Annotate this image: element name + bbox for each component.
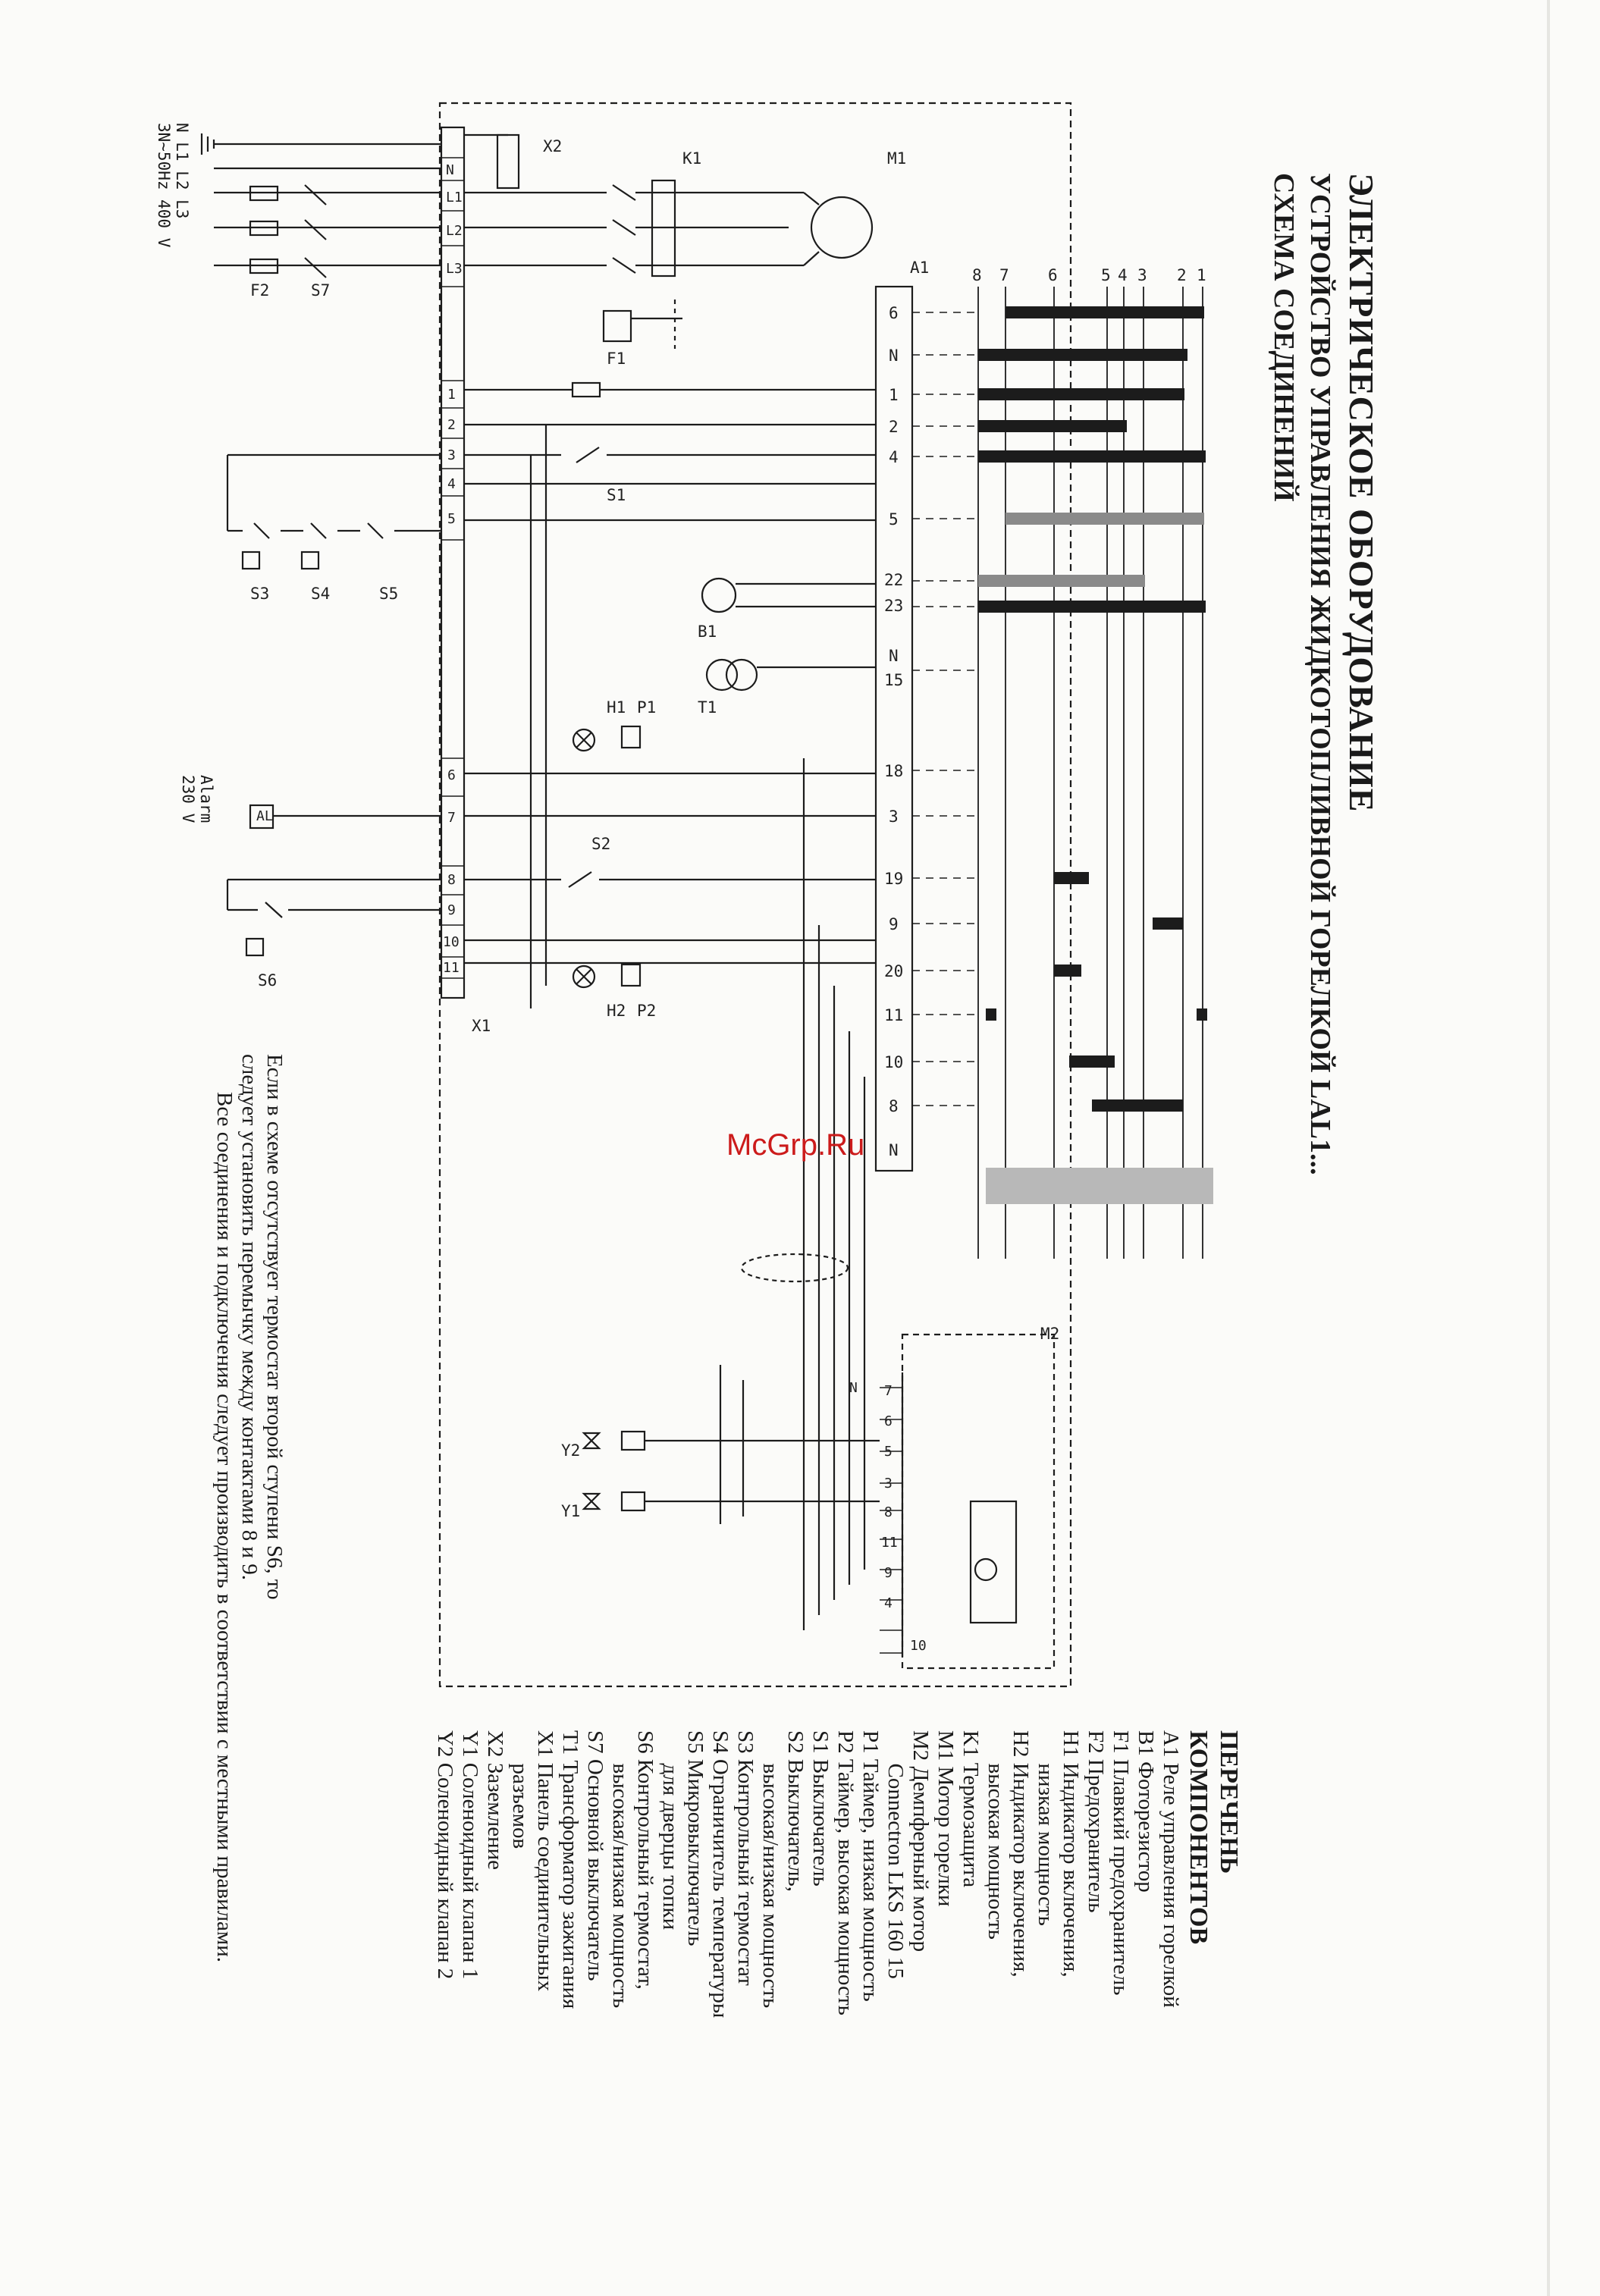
legend-item: F2 Предохранитель (1084, 1730, 1108, 1913)
label-s6: S6 (258, 971, 278, 990)
relay-terminal: 1 (889, 386, 899, 404)
s7-switch-l1 (305, 185, 326, 205)
label-f1: F1 (607, 350, 626, 368)
x1-terminal: 6 (447, 767, 456, 783)
timing-bar-5 (1005, 513, 1204, 525)
label-y1: Y1 (561, 1502, 581, 1520)
x1-terminal: 3 (447, 447, 456, 463)
label-s7: S7 (311, 281, 331, 300)
legend-item: F1 Плавкий предохранитель (1109, 1730, 1133, 1996)
alarm-symbol-label: AL (256, 808, 273, 824)
relay-terminal: 15 (884, 671, 904, 689)
x1-terminal: L3 (446, 261, 463, 277)
p2-timer (622, 965, 640, 986)
s7-switch-l2 (305, 220, 326, 240)
y1-solenoid-coil (622, 1492, 645, 1510)
legend-item: T1 Трансформатор зажигания (558, 1730, 582, 2009)
relay-terminal: 23 (884, 597, 904, 615)
legend-item: M2 Демпферный мотор (908, 1730, 933, 1953)
label-y2: Y2 (561, 1441, 581, 1460)
legend-item: M1 Мотор горелки (933, 1730, 958, 1907)
legend-item: P2 Таймер, высокая мощность (833, 1730, 858, 2015)
t1-transformer-coil1 (707, 660, 737, 690)
timing-bar-10 (1069, 1055, 1115, 1068)
label-s4: S4 (311, 585, 331, 603)
title-line3: СХЕМА СОЕДИНЕНИЙ (1268, 173, 1300, 502)
legend-item: K1 Термозащита (958, 1730, 983, 1888)
legend-item: для дверцы топки (658, 1730, 682, 1931)
s4-bulb (302, 552, 318, 569)
legend-item: S7 Основной выключатель (583, 1730, 607, 1981)
timing-bar-22 (978, 575, 1145, 587)
timing-bar-n (978, 349, 1187, 361)
timing-hatch-region (986, 1168, 1213, 1204)
title-line2: УСТРОЙСТВО УПРАВЛЕНИЯ ЖИДКОТОПЛИВНОЙ ГОРЕЛКОЙ LAL1... (1304, 173, 1336, 1175)
relay-terminal: 6 (889, 304, 899, 322)
m2-terminal: 9 (884, 1565, 893, 1581)
legend-item: H1 Индикатор включения, (1059, 1730, 1083, 1978)
timing-bar-23 (978, 601, 1206, 613)
m2-terminal: 4 (884, 1595, 893, 1611)
legend-item: высокая/низкая мощность (758, 1730, 783, 2009)
timing-bar-9 (1153, 917, 1183, 930)
m2-terminal: 11 (881, 1535, 898, 1551)
legend-item: X1 Панель соединительных (533, 1730, 557, 1992)
legend-item: разъемов (508, 1730, 532, 1849)
m2-terminal: N (849, 1380, 858, 1396)
label-s2: S2 (591, 835, 611, 853)
title-block (1267, 173, 1382, 1175)
b1-photoresistor (702, 579, 736, 612)
m2-terminal: 6 (884, 1413, 893, 1429)
s7-switch-l3 (305, 258, 326, 278)
m2-terminal: 5 (884, 1444, 893, 1460)
legend-item: S1 Выключатель (808, 1730, 833, 1887)
label-s3: S3 (250, 585, 270, 603)
x1-terminal: 4 (447, 476, 456, 492)
relay-terminal: N (889, 647, 899, 665)
y2-valve-symbol (584, 1433, 599, 1448)
relay-terminal: 20 (884, 962, 904, 980)
legend-item: высокая/низкая мощность (608, 1730, 632, 2009)
timing-bar-2 (978, 420, 1127, 432)
relay-terminal: 11 (884, 1006, 904, 1024)
timing-bar-11b (1197, 1008, 1207, 1021)
x1-terminal: 2 (447, 417, 456, 433)
relay-terminal: 9 (889, 915, 899, 933)
label-m2: M2 (1040, 1325, 1060, 1343)
note-line3: Все соединения и подключения следует производить в соответствии с местными правилами. (212, 1092, 237, 1963)
cable-break (742, 1254, 848, 1281)
y2-solenoid-coil (622, 1432, 645, 1450)
label-f2: F2 (250, 281, 270, 300)
timing-label-7: 7 (999, 266, 1009, 284)
legend-item: Connectron LKS 160 15 (883, 1730, 908, 1979)
timing-bar-4 (978, 450, 1206, 463)
s4-contact (311, 523, 326, 538)
notes-block (212, 1054, 287, 1962)
timing-label-5: 5 (1101, 266, 1111, 284)
label-b1: B1 (698, 623, 717, 641)
legend-item: S5 Микровыключатель (683, 1730, 707, 1946)
k1-coil (604, 311, 631, 341)
x1-terminal: 7 (447, 810, 456, 826)
timing-bar-1 (978, 388, 1184, 400)
legend-item: X2 Заземление (483, 1730, 507, 1871)
legend-item: Y2 Соленоидный клапан 2 (433, 1730, 457, 1980)
supply-label: 3N∼50Hz 400 V (155, 123, 173, 248)
relay-terminal: 8 (889, 1097, 899, 1115)
legend-title2: КОМПОНЕНТОВ (1184, 1730, 1213, 1945)
legend-item: S3 Контрольный термостат (733, 1730, 758, 1986)
label-p1: P1 (637, 698, 657, 717)
legend-item: H2 Индикатор включения, (1009, 1730, 1033, 1978)
note-line2: следует установить перемычку между контактами 8 и 9. (237, 1054, 262, 1581)
m2-damper-motor (975, 1559, 996, 1580)
alarm-voltage: 230 V (179, 775, 197, 823)
timing-label-6: 6 (1048, 266, 1058, 284)
legend-items (432, 1730, 1183, 2018)
timing-bar-20 (1054, 965, 1081, 977)
x1-terminal: N (446, 162, 454, 178)
s6-bulb (246, 939, 263, 955)
label-s5: S5 (379, 585, 399, 603)
s5-contact (368, 523, 383, 538)
timing-label-2: 2 (1177, 266, 1187, 284)
label-k1: K1 (682, 149, 702, 168)
x1-terminal: 11 (443, 960, 460, 976)
alarm-label: Alarm (197, 775, 215, 823)
x2-earth-bar (497, 135, 519, 188)
relay-terminal: 19 (884, 870, 904, 888)
timing-bar-8 (1092, 1099, 1183, 1112)
legend-item: Y1 Соленоидный клапан 1 (458, 1730, 482, 1980)
x1-terminal: 1 (447, 387, 456, 403)
relay-terminal: 22 (884, 571, 904, 589)
m2-terminal: 8 (884, 1504, 893, 1520)
relay-terminal: 4 (889, 448, 899, 466)
legend-item: низкая мощность (1034, 1730, 1058, 1926)
s6-contact (265, 902, 282, 917)
label-h1: H1 (607, 698, 626, 717)
supply-label-block (155, 123, 191, 247)
x1-terminal: 8 (447, 872, 456, 888)
legend-item: S6 Контрольный термостат, (633, 1730, 657, 1990)
enclosure-border (440, 103, 1071, 1686)
m2-terminal: 10 (910, 1638, 927, 1654)
timing-bar-19 (1054, 872, 1089, 884)
x1-terminal: 5 (447, 511, 456, 527)
note-line1: Если в схеме отсутствует термостат второй ступени S6, то (262, 1054, 287, 1600)
label-a1: A1 (910, 259, 930, 277)
label-p2: P2 (637, 1002, 657, 1020)
relay-terminal: 3 (889, 808, 899, 826)
timing-label-1: 1 (1197, 266, 1206, 284)
timing-label-3: 3 (1137, 266, 1147, 284)
timing-label-4: 4 (1118, 266, 1128, 284)
x1-terminal: 9 (447, 902, 456, 918)
s1-switch (576, 447, 599, 463)
legend-item: A1 Реле управления горелкой (1159, 1730, 1183, 2008)
legend-item: B1 Фоторезистор (1134, 1730, 1158, 1893)
relay-terminal: 5 (889, 510, 899, 529)
legend-title1: ПЕРЕЧЕНЬ (1215, 1730, 1243, 1874)
x1-terminal: L1 (446, 190, 463, 205)
supply-conductors: N L1 L2 L3 (173, 123, 191, 219)
relay-terminal: 18 (884, 762, 904, 780)
timing-bar-11a (986, 1008, 996, 1021)
legend-item: P1 Таймер, низкая мощность (858, 1730, 883, 2002)
alarm-label-block (179, 775, 215, 823)
label-x2: X2 (543, 137, 563, 155)
timing-bar-6 (1005, 306, 1204, 318)
legend-item: S4 Ограничитель температуры (708, 1730, 733, 2018)
relay-terminal: 2 (889, 418, 899, 436)
label-x1: X1 (472, 1017, 491, 1035)
x1-terminal: 10 (443, 934, 460, 950)
timing-label-8: 8 (972, 266, 982, 284)
relay-terminal: N (889, 1141, 899, 1159)
watermark: McGrp.Ru (726, 1128, 865, 1162)
label-t1: T1 (698, 698, 717, 717)
p1-timer (622, 726, 640, 748)
relay-terminal: 10 (884, 1053, 904, 1071)
f1-fuse (573, 383, 600, 397)
x1-terminal: L2 (446, 223, 463, 239)
title-line1: ЭЛЕКТРИЧЕСКОЕ ОБОРУДОВАНИЕ (1342, 173, 1381, 813)
k1-contact-3 (613, 258, 635, 273)
legend-item: высокая мощность (984, 1730, 1008, 1940)
x1-terminal-strip (441, 127, 464, 998)
y1-valve-symbol (584, 1494, 599, 1509)
k1-contact-2 (613, 220, 635, 235)
m1-motor (811, 197, 872, 258)
s3-contact (254, 523, 269, 538)
label-s1: S1 (607, 486, 626, 504)
m2-terminal: 7 (884, 1383, 893, 1399)
s3-bulb (243, 552, 259, 569)
label-m1: M1 (887, 149, 907, 168)
k1-contact-1 (613, 185, 635, 200)
legend-block (432, 1730, 1244, 2018)
label-h2: H2 (607, 1002, 626, 1020)
relay-terminal: N (889, 347, 899, 365)
m2-terminal: 3 (884, 1476, 893, 1491)
s2-switch (569, 872, 591, 887)
legend-item: S2 Выключатель, (783, 1730, 808, 1893)
